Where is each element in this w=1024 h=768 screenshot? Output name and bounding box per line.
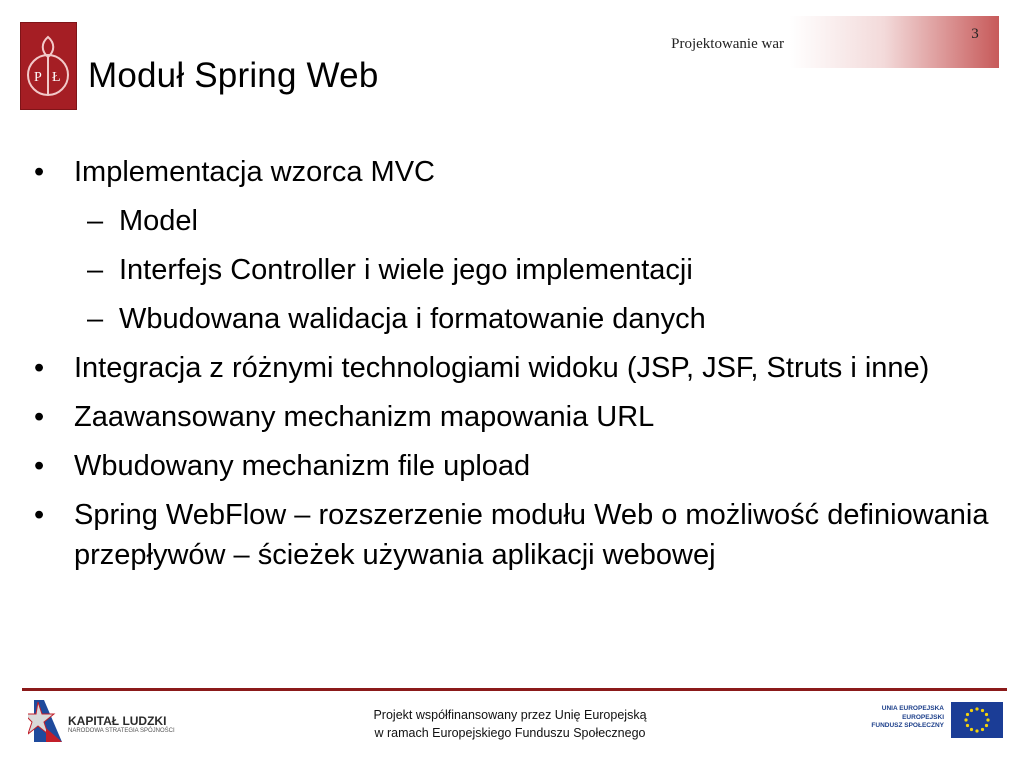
kapital-ludzki-title: KAPITAŁ LUDZKI	[68, 714, 167, 728]
funding-line-2: w ramach Europejskiego Funduszu Społecznego	[374, 726, 646, 740]
bullet-text: Zaawansowany mechanizm mapowania URL	[74, 401, 655, 433]
funding-note	[340, 706, 680, 742]
star-flag-icon	[28, 698, 68, 744]
bullet-text: Integracja z różnymi technologiami widoku (JSP, JSF, Struts i inne)	[74, 352, 930, 384]
university-logo	[20, 22, 77, 110]
bullet-marker: •	[34, 156, 45, 188]
bullet-marker: •	[34, 499, 45, 531]
svg-text:Ł: Ł	[52, 70, 61, 85]
slide-content	[0, 152, 1000, 584]
footer-divider	[22, 688, 1007, 691]
eu-line-1: UNIA EUROPEJSKA	[881, 705, 944, 712]
sub-bullet-item	[0, 299, 1000, 339]
kapital-ludzki-subtitle: NARODOWA STRATEGIA SPÓJNOŚCI	[68, 728, 175, 734]
eu-label	[840, 705, 944, 731]
sub-bullet-text: Model	[119, 205, 198, 237]
sub-bullet-item	[0, 201, 1000, 241]
bullet-item	[0, 152, 1000, 192]
sub-bullet-marker: –	[87, 205, 104, 237]
sub-bullet-marker: –	[87, 254, 104, 286]
bullet-item	[0, 397, 1000, 437]
sub-bullet-text: Interfejs Controller i wiele jego implementacji	[119, 254, 693, 286]
sub-bullet-marker: –	[87, 303, 104, 335]
bullet-item	[0, 348, 1000, 388]
sub-bullet-item	[0, 250, 1000, 290]
sub-bullet-text: Wbudowana walidacja i formatowanie danych	[119, 303, 706, 335]
bullet-item	[0, 446, 1000, 486]
slide-title: Moduł Spring Web	[88, 56, 379, 95]
bullet-text: Implementacja wzorca MVC	[74, 156, 435, 188]
course-title: Projektowanie war	[671, 36, 784, 52]
eu-line-2: EUROPEJSKI	[902, 713, 944, 721]
bullet-marker: •	[34, 352, 45, 384]
bullet-text: Wbudowany mechanizm file upload	[74, 450, 531, 482]
slide-number: 3	[971, 26, 979, 42]
pl-emblem-icon	[21, 23, 76, 109]
svg-text:P: P	[34, 70, 42, 85]
bullet-text: Spring WebFlow – rozszerzenie modułu Web o możliwość definiowania przepływów – ścieżek używania aplikacji webowej	[74, 499, 989, 571]
bullet-item	[0, 495, 1000, 575]
bullet-marker: •	[34, 450, 45, 482]
eu-line-3: FUNDUSZ SPOŁECZNY	[871, 722, 944, 729]
funding-line-1: Projekt współfinansowany przez Unię Europejską	[373, 708, 647, 722]
eu-flag-icon	[951, 702, 1003, 738]
bullet-marker: •	[34, 401, 45, 433]
